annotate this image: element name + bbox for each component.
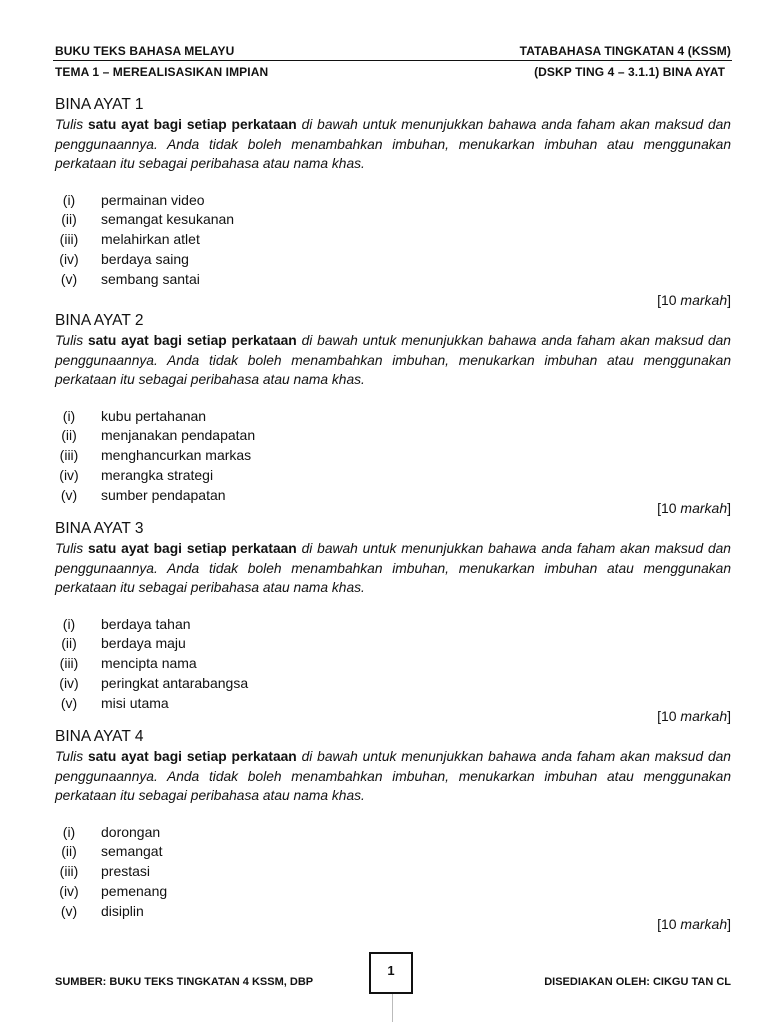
list-item	[55, 674, 731, 694]
page-number: 1	[369, 952, 413, 994]
list-item	[55, 466, 731, 486]
section-bina-ayat-3	[55, 519, 731, 713]
item-number: (iii)	[59, 231, 79, 248]
item-word: misi utama	[101, 694, 169, 711]
item-word: merangka strategi	[101, 466, 214, 483]
instruction-text: Tulis satu ayat bagi setiap perkataan di bawah untuk menunjukkan bahawa anda faham akan maksud dan penggunaannya. Anda tidak boleh menambahkan imbuhan, menukarkan imbuhan atau menggunakan perkataan itu sebagai peribahasa atau nama khas.	[55, 541, 731, 596]
list-item	[55, 486, 731, 506]
item-number: (v)	[60, 270, 78, 287]
list-item	[55, 862, 731, 882]
item-word: semangat	[101, 843, 163, 860]
item-number: (i)	[62, 823, 76, 840]
list-item	[55, 191, 731, 211]
section-bina-ayat-2	[55, 311, 731, 505]
section-title: BINA AYAT 1	[55, 96, 144, 113]
instruction-text: Tulis satu ayat bagi setiap perkataan di bawah untuk menunjukkan bahawa anda faham akan maksud dan penggunaannya. Anda tidak boleh menambahkan imbuhan, menukarkan imbuhan atau menggunakan perkataan itu sebagai peribahasa atau nama khas.	[55, 749, 731, 804]
list-item	[55, 230, 731, 250]
word-list	[55, 615, 731, 713]
prepared-by: DISEDIAKAN OLEH: CIKGU TAN CL	[544, 976, 731, 988]
item-word: menjanakan pendapatan	[101, 427, 256, 444]
item-number: (iv)	[59, 466, 79, 483]
item-number: (i)	[62, 191, 76, 208]
list-item	[55, 902, 731, 922]
marks-label: [10 markah]	[657, 916, 731, 932]
section-bina-ayat-4	[55, 727, 731, 921]
word-list	[55, 407, 731, 505]
list-item	[55, 654, 731, 674]
item-word: menghancurkan markas	[101, 447, 252, 464]
list-item	[55, 270, 731, 290]
item-word: mencipta nama	[101, 655, 197, 672]
list-item	[55, 842, 731, 862]
item-word: semangat kesukanan	[101, 211, 235, 228]
section-title: BINA AYAT 3	[55, 520, 144, 537]
word-list	[55, 823, 731, 921]
marks-label: [10 markah]	[657, 708, 731, 724]
instruction-text: Tulis satu ayat bagi setiap perkataan di bawah untuk menunjukkan bahawa anda faham akan maksud dan penggunaannya. Anda tidak boleh menambahkan imbuhan, menukarkan imbuhan atau menggunakan perkataan itu sebagai peribahasa atau nama khas.	[55, 117, 731, 172]
item-word: prestasi	[101, 863, 151, 880]
item-number: (iv)	[59, 250, 79, 267]
list-item	[55, 250, 731, 270]
item-number: (v)	[60, 486, 78, 503]
item-number: (i)	[62, 407, 76, 424]
word-list	[55, 191, 731, 289]
dskp-code: (DSKP TING 4 – 3.1.1) BINA AYAT	[534, 65, 725, 79]
item-number: (iii)	[59, 655, 79, 672]
item-number: (ii)	[61, 427, 77, 444]
section-title: BINA AYAT 4	[55, 728, 144, 745]
list-item	[55, 823, 731, 843]
section-bina-ayat-1	[55, 95, 731, 289]
header-top-row	[55, 44, 731, 58]
item-word: berdaya saing	[101, 250, 189, 267]
item-word: peringkat antarabangsa	[101, 674, 249, 691]
item-word: permainan video	[101, 191, 205, 208]
book-title: BUKU TEKS BAHASA MELAYU	[55, 44, 235, 58]
theme-title: TEMA 1 – MEREALISASIKAN IMPIAN	[55, 65, 269, 79]
item-word: berdaya tahan	[101, 615, 191, 632]
item-word: berdaya maju	[101, 635, 186, 652]
item-word: sembang santai	[101, 270, 200, 287]
item-word: melahirkan atlet	[101, 231, 200, 248]
list-item	[55, 210, 731, 230]
item-word: disiplin	[101, 902, 144, 919]
list-item	[55, 446, 731, 466]
item-number: (iii)	[59, 863, 79, 880]
item-number: (iv)	[59, 882, 79, 899]
list-item	[55, 882, 731, 902]
topic-title: TATABAHASA TINGKATAN 4 (KSSM)	[519, 44, 731, 58]
list-item	[55, 634, 731, 654]
header-bottom-row	[55, 65, 731, 79]
item-word: dorongan	[101, 823, 161, 840]
item-word: pemenang	[101, 882, 168, 899]
item-word: kubu pertahanan	[101, 407, 207, 424]
item-number: (ii)	[61, 635, 77, 652]
list-item	[55, 407, 731, 427]
list-item	[55, 694, 731, 714]
item-word: sumber pendapatan	[101, 486, 226, 503]
list-item	[55, 426, 731, 446]
item-number: (v)	[60, 902, 78, 919]
item-number: (iv)	[59, 674, 79, 691]
list-item	[55, 615, 731, 635]
source-note: SUMBER: BUKU TEKS TINGKATAN 4 KSSM, DBP	[55, 976, 314, 988]
item-number: (ii)	[61, 211, 77, 228]
header-divider	[53, 60, 732, 61]
marks-label: [10 markah]	[657, 292, 731, 308]
marks-label: [10 markah]	[657, 500, 731, 516]
item-number: (v)	[60, 694, 78, 711]
instruction-text: Tulis satu ayat bagi setiap perkataan di bawah untuk menunjukkan bahawa anda faham akan maksud dan penggunaannya. Anda tidak boleh menambahkan imbuhan, menukarkan imbuhan atau menggunakan perkataan itu sebagai peribahasa atau nama khas.	[55, 333, 731, 388]
item-number: (ii)	[61, 843, 77, 860]
page-marker-line	[392, 994, 393, 1022]
section-title: BINA AYAT 2	[55, 312, 144, 329]
item-number: (iii)	[59, 447, 79, 464]
item-number: (i)	[62, 615, 76, 632]
